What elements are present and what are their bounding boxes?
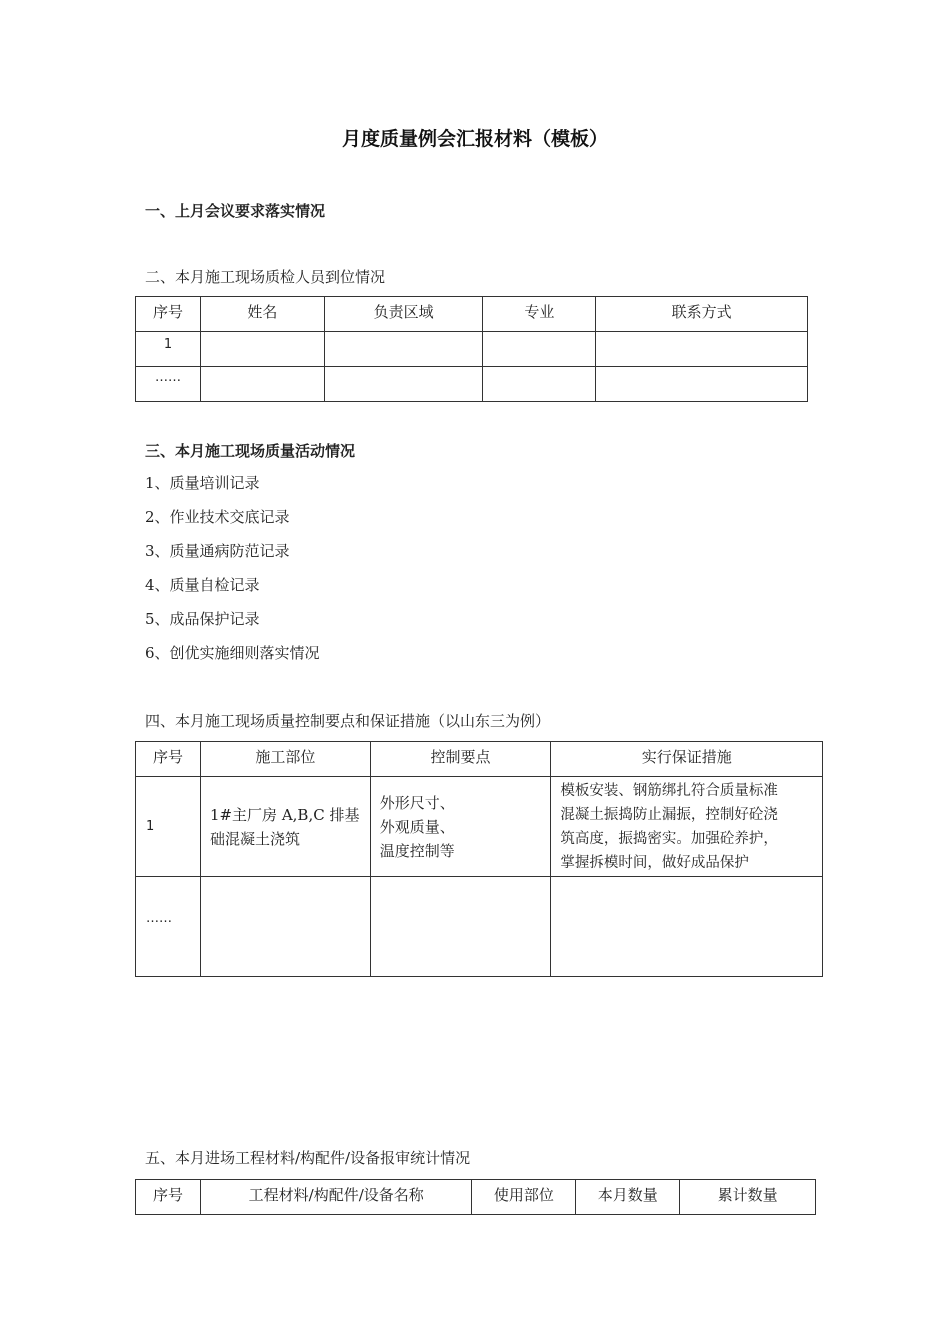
list-item: 5、成品保护记录 bbox=[145, 610, 260, 628]
table-cell bbox=[370, 877, 551, 977]
text-line: 混凝土振捣防止漏振，控制好砼浇 bbox=[560, 807, 778, 823]
row-number: …… bbox=[136, 367, 201, 402]
section5-heading: 五、本月进场工程材料/构配件/设备报审统计情况 bbox=[145, 1149, 471, 1167]
table-cell bbox=[324, 367, 483, 402]
list-item: 1、质量培训记录 bbox=[145, 474, 260, 492]
section2-heading: 二、本月施工现场质检人员到位情况 bbox=[145, 268, 386, 286]
header-cell: 专业 bbox=[483, 297, 596, 332]
text-line: 外形尺寸、 bbox=[379, 793, 455, 812]
header-cell: 负责区域 bbox=[324, 297, 483, 332]
text-line: 外观质量、 bbox=[379, 817, 455, 836]
list-item: 4、质量自检记录 bbox=[145, 576, 260, 594]
table-header-row bbox=[136, 1180, 816, 1215]
table-row bbox=[136, 367, 808, 402]
control-points-cell bbox=[370, 777, 551, 877]
table-cell bbox=[200, 332, 324, 367]
header-cell: 序号 bbox=[136, 742, 201, 777]
quality-control-table bbox=[135, 741, 823, 977]
text-line: 温度控制等 bbox=[379, 841, 455, 860]
table-cell bbox=[200, 367, 324, 402]
header-cell: 控制要点 bbox=[370, 742, 551, 777]
table-row bbox=[136, 877, 823, 977]
table-cell bbox=[483, 332, 596, 367]
table-header-row bbox=[136, 742, 823, 777]
measures-cell bbox=[551, 777, 823, 877]
section4-heading: 四、本月施工现场质量控制要点和保证措施（以山东三为例） bbox=[145, 712, 551, 730]
table-cell bbox=[483, 367, 596, 402]
header-cell: 施工部位 bbox=[200, 742, 370, 777]
table-header-row bbox=[136, 297, 808, 332]
list-item: 6、创优实施细则落实情况 bbox=[145, 644, 320, 662]
row-number: 1 bbox=[136, 777, 201, 877]
text-line: 础混凝土浇筑 bbox=[209, 829, 300, 848]
header-cell: 联系方式 bbox=[596, 297, 808, 332]
header-cell: 序号 bbox=[136, 1180, 201, 1215]
header-cell: 序号 bbox=[136, 297, 201, 332]
text-line: 模板安装、钢筋绑扎符合质量标准 bbox=[560, 783, 778, 799]
text-line: 1#主厂房 A,B,C 排基 bbox=[209, 805, 360, 824]
section3-heading: 三、本月施工现场质量活动情况 bbox=[145, 442, 356, 460]
inspector-table bbox=[135, 296, 808, 402]
table-cell bbox=[324, 332, 483, 367]
materials-table bbox=[135, 1179, 816, 1215]
table-row bbox=[136, 332, 808, 367]
header-cell: 姓名 bbox=[200, 297, 324, 332]
table-row bbox=[136, 777, 823, 877]
header-cell: 使用部位 bbox=[472, 1180, 576, 1215]
section1-heading: 一、上月会议要求落实情况 bbox=[145, 202, 326, 220]
row-number: 1 bbox=[136, 332, 201, 367]
header-cell: 实行保证措施 bbox=[551, 742, 823, 777]
header-cell: 累计数量 bbox=[680, 1180, 816, 1215]
row-number: …… bbox=[136, 877, 201, 977]
text-line: 筑高度，振捣密实。加强砼养护， bbox=[560, 831, 778, 847]
list-item: 3、质量通病防范记录 bbox=[145, 542, 290, 560]
text-line: 掌握拆模时间，做好成品保护 bbox=[560, 855, 749, 871]
table-cell bbox=[596, 367, 808, 402]
list-item: 2、作业技术交底记录 bbox=[145, 508, 290, 526]
table-cell bbox=[200, 877, 370, 977]
document-title: 月度质量例会汇报材料（模板） bbox=[341, 128, 608, 150]
table-cell bbox=[551, 877, 823, 977]
table-cell bbox=[596, 332, 808, 367]
construction-location-cell bbox=[200, 777, 370, 877]
header-cell: 本月数量 bbox=[576, 1180, 680, 1215]
header-cell: 工程材料/构配件/设备名称 bbox=[200, 1180, 472, 1215]
